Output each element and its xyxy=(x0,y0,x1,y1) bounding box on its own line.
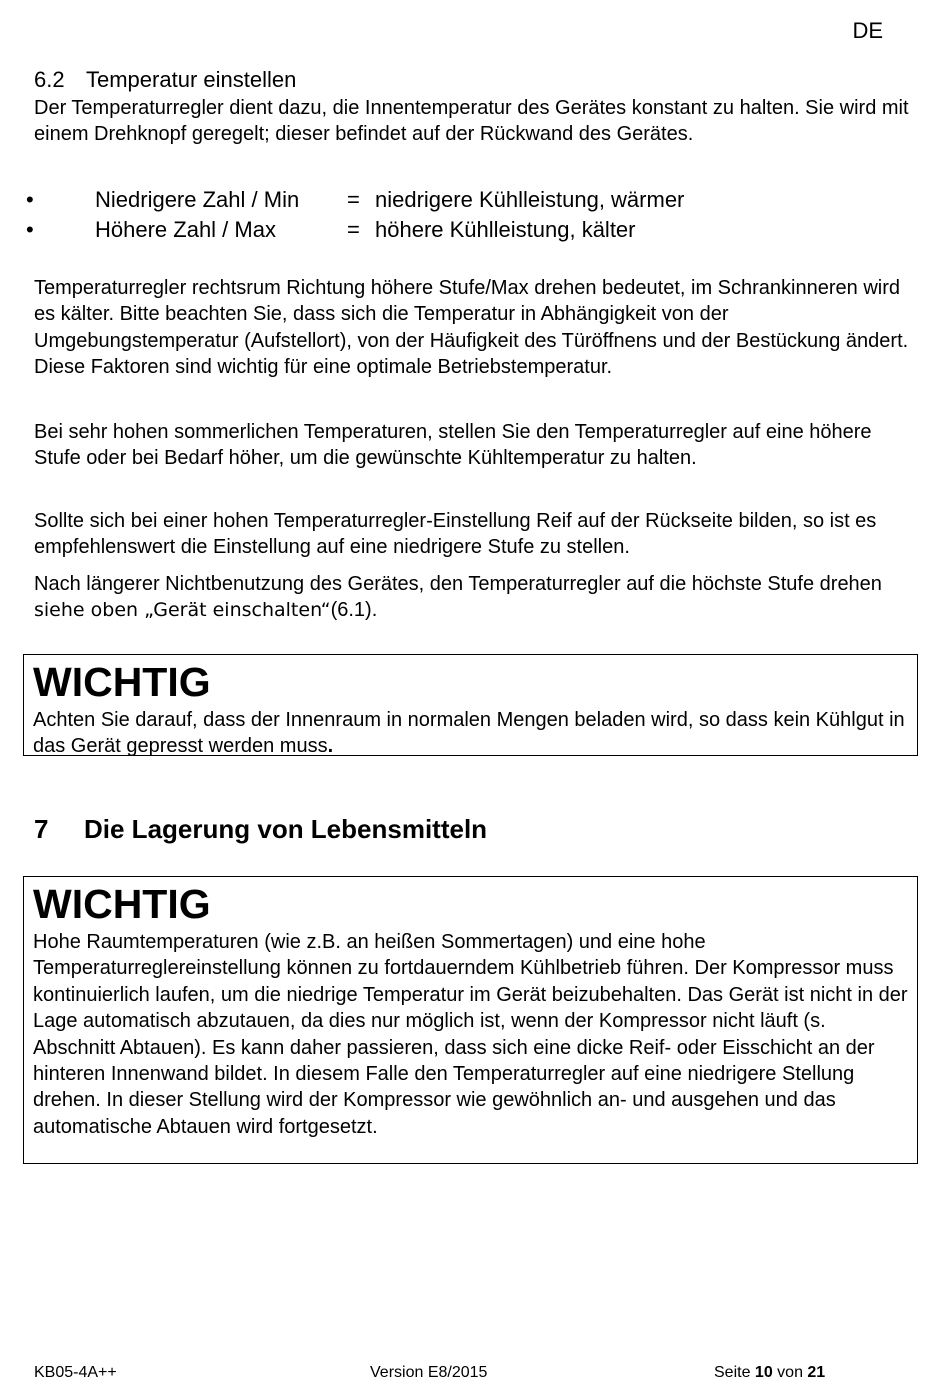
section-heading-7 xyxy=(34,814,487,845)
footer-version: Version E8/2015 xyxy=(370,1364,488,1381)
bullet-label: Niedrigere Zahl / Min xyxy=(95,187,300,212)
bullet-icon: • xyxy=(26,217,34,242)
bullet-value: niedrigere Kühlleistung, wärmer xyxy=(375,187,685,212)
paragraph-text: Nach längerer Nichtbenutzung des Gerätes, den Temperaturregler auf die höchste Stufe drehen xyxy=(34,573,882,595)
bullet-value: höhere Kühlleistung, kälter xyxy=(375,217,636,242)
footer-page-number xyxy=(714,1364,825,1382)
bullet-item-max xyxy=(24,217,904,247)
bullet-label: Höhere Zahl / Max xyxy=(95,217,276,242)
intro-paragraph: Der Temperaturregler dient dazu, die Innentemperatur des Gerätes konstant zu halten. Sie wird mit einem Drehknopf geregelt; dieser befindet auf der Rückwand des Gerätes. xyxy=(34,97,909,146)
paragraph-summer: Bei sehr hohen sommerlichen Temperaturen, stellen Sie den Temperaturregler auf eine höhere Stufe oder bei Bedarf höher, um die gewünschte Kühltemperatur zu halten. xyxy=(34,421,872,470)
bullet-equals: = xyxy=(347,187,360,212)
important-notice-box xyxy=(23,876,918,1164)
section-heading-6-2 xyxy=(34,67,296,93)
notice-period: . xyxy=(327,735,334,758)
notice-text: Hohe Raumtemperaturen (wie z.B. an heißen Sommertagen) und eine hohe Temperaturreglereinstellung können zu fortdauerndem Kühlbetrieb führen. Der Kompressor muss kontinuierlich laufen, um die niedrige Temperatur im Gerät beizubehalten. Das Gerät ist nicht in der Lage automatisch abzutauen, da dies nur möglich ist, wenn der Kompressor nicht läuft (s. Abschnitt Abtauen). Es kann daher passieren, dass sich eine dicke Reif- oder Eisschicht an der hinteren Innenwand bildet. In diesem Falle den Temperaturregler auf eine niedrigere Stellung drehen. In dieser Stellung wird der Kompressor wie gewöhnlich an- und ausgehen und das automatische Abtauen wird fortgesetzt. xyxy=(33,931,908,1138)
notice-text xyxy=(33,707,908,760)
page-total: 21 xyxy=(807,1364,826,1381)
section-number: 6.2 xyxy=(34,67,65,92)
bullet-item-min xyxy=(24,187,904,217)
paragraph-non-use xyxy=(34,571,914,624)
paragraph-frost: Sollte sich bei einer hohen Temperaturregler-Einstellung Reif auf der Rückseite bilden, so ist es empfehlenswert die Einstellung auf eine niedrigere Stufe zu stellen. xyxy=(34,510,877,559)
footer-model: KB05-4A++ xyxy=(34,1364,117,1381)
section-number: 7 xyxy=(34,814,49,844)
section-reference: (6.1). xyxy=(330,599,378,622)
cross-reference: siehe oben „Gerät einschalten“ xyxy=(34,599,331,622)
section-title: Die Lagerung von Lebensmitteln xyxy=(84,814,488,844)
page-separator: von xyxy=(772,1364,808,1381)
important-notice-box xyxy=(23,654,918,756)
notice-title: WICHTIG xyxy=(33,881,211,927)
notice-title: WICHTIG xyxy=(33,659,211,705)
bullet-icon: • xyxy=(26,187,34,212)
paragraph-direction: Temperaturregler rechtsrum Richtung höhere Stufe/Max drehen bedeutet, im Schrankinneren wird es kälter. Bitte beachten Sie, dass sich die Temperatur in Abhängigkeit von der Umgebungstemperatur (Aufstellort), von der Häufigkeit des Türöffnens und der Bestückung ändert. Diese Faktoren sind wichtig für eine optimale Betriebstemperatur. xyxy=(34,277,909,379)
notice-sentence: Achten Sie darauf, dass der Innenraum in normalen Mengen beladen wird, so dass kein Kühlgut in das Gerät gepresst werden muss xyxy=(33,709,905,758)
section-title: Temperatur einstellen xyxy=(86,67,297,92)
page-label: Seite xyxy=(714,1364,755,1381)
bullet-equals: = xyxy=(347,217,360,242)
page-current: 10 xyxy=(754,1364,773,1381)
language-code: DE xyxy=(852,18,883,43)
